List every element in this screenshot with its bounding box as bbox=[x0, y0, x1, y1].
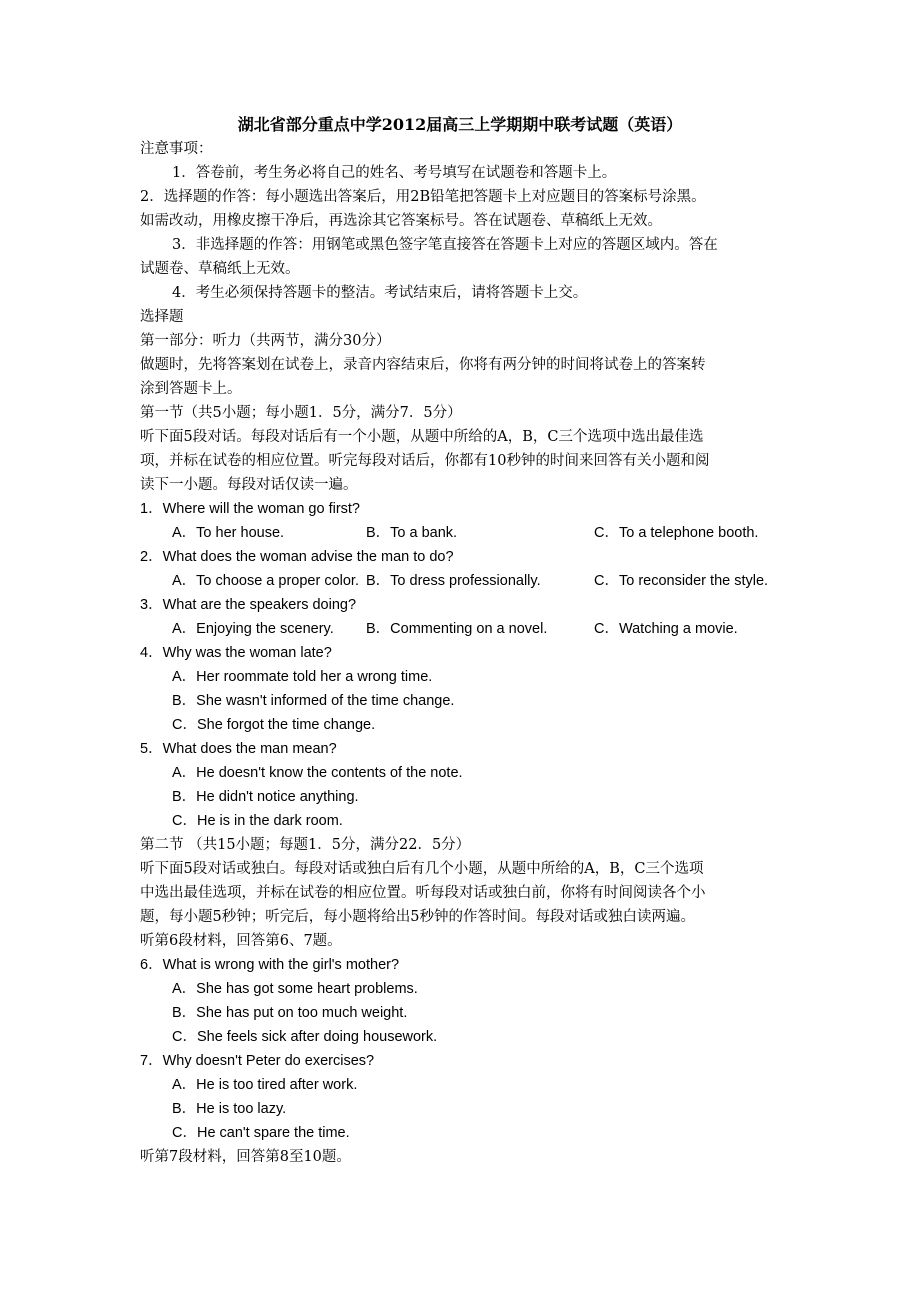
option-b: B．Commenting on a novel. bbox=[366, 621, 548, 637]
option-a: A．Her roommate told her a wrong time. bbox=[172, 669, 433, 685]
sec1-heading: 第一节（共5小题；每小题1．5分，满分7．5分） bbox=[140, 405, 462, 421]
listen-instruction: 听第7段材料，回答第8至10题。 bbox=[140, 1149, 351, 1165]
option-c: C．She forgot the time change. bbox=[172, 717, 376, 733]
option-b: B．He didn't notice anything. bbox=[172, 789, 359, 805]
option-c: C．To a telephone booth. bbox=[594, 525, 759, 541]
question-stem: 1．Where will the woman go first? bbox=[140, 501, 360, 517]
option-a: A．He is too tired after work. bbox=[172, 1077, 358, 1093]
notice-item: 试题卷、草稿纸上无效。 bbox=[140, 261, 300, 277]
question-stem: 5．What does the man mean? bbox=[140, 741, 337, 757]
page-title: 湖北省部分重点中学2012届高三上学期期中联考试题（英语） bbox=[237, 115, 683, 134]
option-a: A．She has got some heart problems. bbox=[172, 981, 418, 997]
sec2-intro: 中选出最佳选项，并标在试卷的相应位置。听每段对话或独白前，你将有时间阅读各个小 bbox=[140, 885, 706, 901]
notice-item: 3．非选择题的作答：用钢笔或黑色签字笔直接答在答题卡上对应的答题区域内。答在 bbox=[172, 237, 718, 253]
option-c: C．To reconsider the style. bbox=[594, 573, 769, 589]
notice-heading: 注意事项： bbox=[140, 141, 213, 157]
sec1-intro: 读下一小题。每段对话仅读一遍。 bbox=[140, 477, 358, 493]
option-b: B．To dress professionally. bbox=[366, 573, 541, 589]
option-a: A．Enjoying the scenery. bbox=[172, 621, 334, 637]
question-stem: 6．What is wrong with the girl's mother? bbox=[140, 957, 400, 973]
option-c: C．He is in the dark room. bbox=[172, 813, 343, 829]
option-b: B．She wasn't informed of the time change. bbox=[172, 693, 455, 709]
listen-instruction: 听第6段材料，回答第6、7题。 bbox=[140, 933, 342, 949]
option-c: C．He can't spare the time. bbox=[172, 1125, 350, 1141]
sec2-intro: 听下面5段对话或独白。每段对话或独白后有几个小题，从题中所给的A，B，C三个选项 bbox=[140, 861, 704, 877]
question-stem: 4．Why was the woman late? bbox=[140, 645, 332, 661]
option-c: C．Watching a movie. bbox=[594, 621, 738, 637]
question-stem: 2．What does the woman advise the man to do? bbox=[140, 549, 454, 565]
notice-item: 2．选择题的作答：每小题选出答案后，用2B铅笔把答题卡上对应题目的答案标号涂黑。 bbox=[140, 189, 706, 205]
option-b: B．She has put on too much weight. bbox=[172, 1005, 408, 1021]
section-choice-heading: 选择题 bbox=[140, 309, 184, 325]
part1-intro: 涂到答题卡上。 bbox=[140, 381, 242, 397]
sec1-intro: 听下面5段对话。每段对话后有一个小题，从题中所给的A，B，C三个选项中选出最佳选 bbox=[140, 429, 704, 445]
sec2-heading: 第二节 （共15小题；每题1．5分，满分22．5分） bbox=[140, 837, 471, 853]
option-b: B．He is too lazy. bbox=[172, 1101, 287, 1117]
sec1-intro: 项，并标在试卷的相应位置。听完每段对话后，你都有10秒钟的时间来回答有关小题和阅 bbox=[140, 453, 710, 469]
option-c: C．She feels sick after doing housework. bbox=[172, 1029, 438, 1045]
part1-heading: 第一部分：听力（共两节，满分30分） bbox=[140, 333, 391, 349]
notice-item: 如需改动，用橡皮擦干净后，再选涂其它答案标号。答在试题卷、草稿纸上无效。 bbox=[140, 213, 662, 229]
option-a: A．He doesn't know the contents of the note. bbox=[172, 765, 463, 781]
notice-item: 4．考生必须保持答题卡的整洁。考试结束后，请将答题卡上交。 bbox=[172, 285, 588, 301]
sec2-intro: 题，每小题5秒钟；听完后，每小题将给出5秒钟的作答时间。每段对话或独白读两遍。 bbox=[140, 909, 695, 925]
option-a: A．To her house. bbox=[172, 525, 285, 541]
question-stem: 7．Why doesn't Peter do exercises? bbox=[140, 1053, 375, 1069]
option-b: B．To a bank. bbox=[366, 525, 458, 541]
option-a: A．To choose a proper color. bbox=[172, 573, 359, 589]
part1-intro: 做题时，先将答案划在试卷上，录音内容结束后，你将有两分钟的时间将试卷上的答案转 bbox=[140, 357, 706, 373]
notice-item: 1．答卷前，考生务必将自己的姓名、考号填写在试题卷和答题卡上。 bbox=[172, 165, 617, 181]
question-stem: 3．What are the speakers doing? bbox=[140, 597, 357, 613]
